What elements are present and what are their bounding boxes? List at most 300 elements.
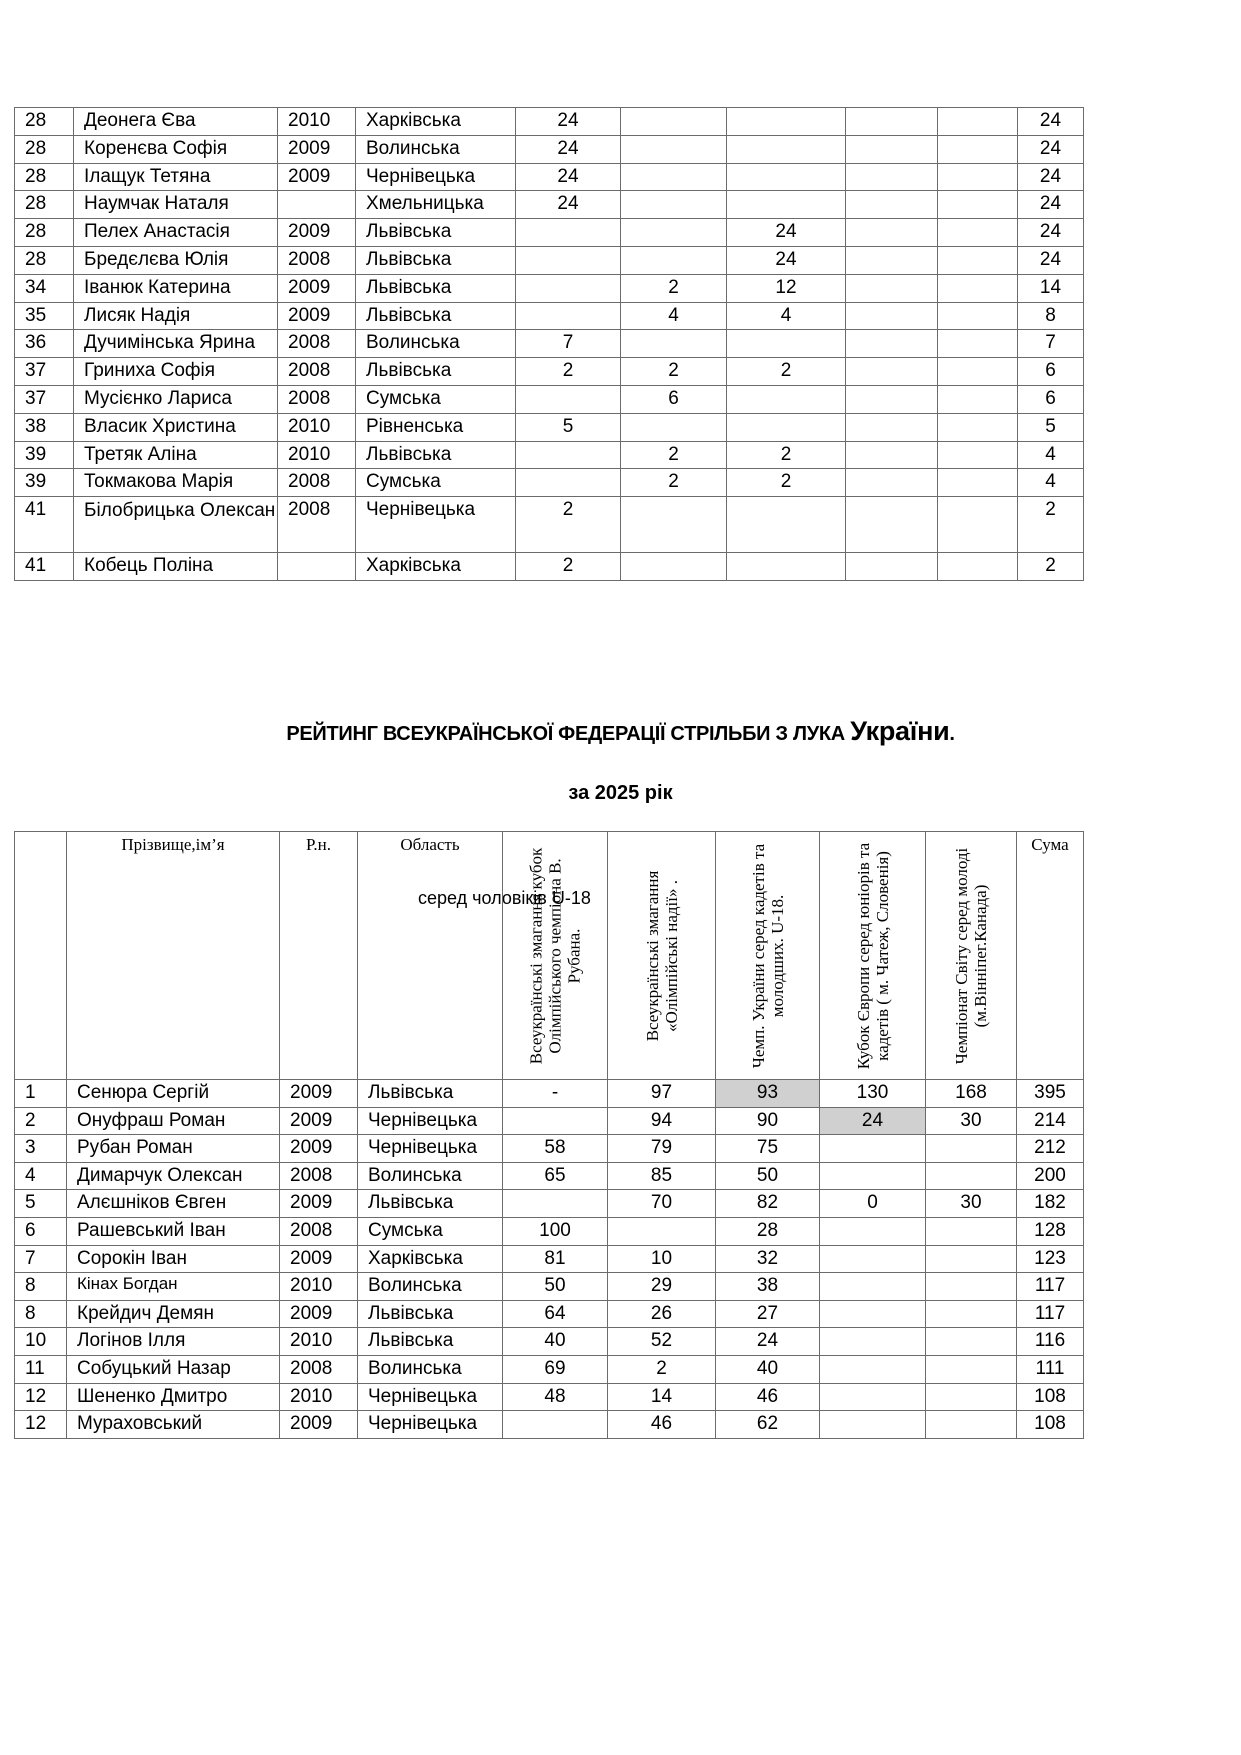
cell-sum: 117 xyxy=(1017,1300,1084,1328)
cell-c3 xyxy=(727,413,846,441)
cell-region: Львівська xyxy=(356,274,516,302)
cell-c4 xyxy=(846,246,938,274)
cell-name: Бредєлєва Юлія xyxy=(74,246,278,274)
cell-c2 xyxy=(621,219,727,247)
cell-sum: 123 xyxy=(1017,1245,1084,1273)
cell-c2: 26 xyxy=(608,1300,716,1328)
cell-year: 2009 xyxy=(280,1107,358,1135)
cell-region: Харківська xyxy=(356,553,516,581)
cell-c5 xyxy=(938,274,1018,302)
cell-name: Алєшніков Євген xyxy=(67,1190,280,1218)
cell-sum: 8 xyxy=(1018,302,1084,330)
men-u18-rating-table xyxy=(14,831,1084,1439)
cell-c2 xyxy=(621,108,727,136)
table-row xyxy=(15,1300,1084,1328)
header-region: Область xyxy=(358,832,503,1080)
table-row xyxy=(15,246,1084,274)
cell-region: Волинська xyxy=(356,330,516,358)
page-subtitle: за 2025 рік xyxy=(568,782,673,804)
cell-c2: 14 xyxy=(608,1383,716,1411)
cell-c5 xyxy=(938,553,1018,581)
cell-name: Онуфраш Роман xyxy=(67,1107,280,1135)
cell-sum: 111 xyxy=(1017,1355,1084,1383)
cell-place: 12 xyxy=(15,1383,67,1411)
cell-c1: 24 xyxy=(516,163,621,191)
cell-sum: 108 xyxy=(1017,1411,1084,1439)
cell-c3: 93 xyxy=(716,1080,820,1108)
cell-place: 8 xyxy=(15,1273,67,1301)
cell-c4 xyxy=(820,1135,926,1163)
cell-c1: 100 xyxy=(503,1217,608,1245)
cell-c1: 50 xyxy=(503,1273,608,1301)
cell-region: Чернівецька xyxy=(358,1107,503,1135)
cell-c2: 52 xyxy=(608,1328,716,1356)
cell-c3 xyxy=(727,385,846,413)
cell-c3: 90 xyxy=(716,1107,820,1135)
cell-c2 xyxy=(608,1217,716,1245)
cell-place: 28 xyxy=(15,191,74,219)
cell-c4 xyxy=(820,1383,926,1411)
cell-c3 xyxy=(727,330,846,358)
cell-c3: 40 xyxy=(716,1355,820,1383)
cell-c1 xyxy=(503,1411,608,1439)
cell-year: 2009 xyxy=(280,1190,358,1218)
cell-c2: 46 xyxy=(608,1411,716,1439)
cell-sum: 14 xyxy=(1018,274,1084,302)
cell-place: 4 xyxy=(15,1162,67,1190)
cell-c2: 70 xyxy=(608,1190,716,1218)
table-row xyxy=(15,191,1084,219)
cell-sum: 108 xyxy=(1017,1383,1084,1411)
women-rating-table-continued xyxy=(14,107,1084,581)
cell-name: Іванюк Катерина xyxy=(74,274,278,302)
header-place xyxy=(15,832,67,1080)
cell-year: 2008 xyxy=(280,1217,358,1245)
cell-name: Третяк Аліна xyxy=(74,441,278,469)
cell-c1 xyxy=(516,219,621,247)
cell-c5 xyxy=(926,1411,1017,1439)
cell-c4: 24 xyxy=(820,1107,926,1135)
cell-place: 28 xyxy=(15,219,74,247)
cell-place: 1 xyxy=(15,1080,67,1108)
cell-place: 6 xyxy=(15,1217,67,1245)
cell-c4 xyxy=(846,274,938,302)
cell-c5 xyxy=(926,1245,1017,1273)
cell-c5 xyxy=(938,246,1018,274)
cell-year: 2008 xyxy=(278,358,356,386)
cell-c3: 12 xyxy=(727,274,846,302)
cell-place: 10 xyxy=(15,1328,67,1356)
cell-name: Кобець Поліна xyxy=(74,553,278,581)
cell-sum: 4 xyxy=(1018,441,1084,469)
cell-c4 xyxy=(820,1355,926,1383)
cell-name: Крейдич Демян xyxy=(67,1300,280,1328)
cell-place: 28 xyxy=(15,135,74,163)
cell-c4 xyxy=(820,1273,926,1301)
cell-name: Кінах Богдан xyxy=(67,1273,280,1301)
cell-c4 xyxy=(846,108,938,136)
cell-c3: 46 xyxy=(716,1383,820,1411)
cell-year: 2008 xyxy=(278,246,356,274)
cell-c4 xyxy=(846,163,938,191)
cell-c3: 2 xyxy=(727,441,846,469)
header-competition-2 xyxy=(608,832,716,1080)
cell-sum: 5 xyxy=(1018,413,1084,441)
cell-region: Волинська xyxy=(358,1162,503,1190)
cell-c4: 130 xyxy=(820,1080,926,1108)
cell-name: Шененко Дмитро xyxy=(67,1383,280,1411)
cell-year: 2010 xyxy=(280,1383,358,1411)
cell-c3 xyxy=(727,108,846,136)
cell-sum: 24 xyxy=(1018,219,1084,247)
cell-place: 28 xyxy=(15,108,74,136)
cell-c5 xyxy=(926,1355,1017,1383)
header-competition-5-text: Чемпіонат Світу серед молоді (м.Вінніпег.Канада) xyxy=(952,847,990,1064)
table-row xyxy=(15,553,1084,581)
cell-c2: 2 xyxy=(621,469,727,497)
cell-c2: 2 xyxy=(621,441,727,469)
cell-c3 xyxy=(727,497,846,553)
table-row xyxy=(15,1190,1084,1218)
cell-region: Волинська xyxy=(358,1355,503,1383)
header-competition-4-text: Кубок Європи серед юніорів та кадетів ( м. Чатеж, Словенія) xyxy=(853,842,892,1069)
cell-c5 xyxy=(938,219,1018,247)
table-row xyxy=(15,219,1084,247)
cell-c5 xyxy=(938,191,1018,219)
cell-c5: 30 xyxy=(926,1190,1017,1218)
cell-c4 xyxy=(820,1411,926,1439)
cell-region: Львівська xyxy=(356,302,516,330)
table-row xyxy=(15,108,1084,136)
cell-c5 xyxy=(926,1328,1017,1356)
cell-c4 xyxy=(846,413,938,441)
table-row xyxy=(15,441,1084,469)
cell-c3 xyxy=(727,553,846,581)
cell-year xyxy=(278,191,356,219)
cell-c2: 2 xyxy=(608,1355,716,1383)
cell-c4 xyxy=(846,219,938,247)
cell-sum: 200 xyxy=(1017,1162,1084,1190)
cell-name: Сенюра Сергій xyxy=(67,1080,280,1108)
cell-c1: 65 xyxy=(503,1162,608,1190)
cell-c1: 69 xyxy=(503,1355,608,1383)
cell-c5 xyxy=(938,135,1018,163)
cell-c5 xyxy=(926,1217,1017,1245)
cell-c2 xyxy=(621,330,727,358)
cell-c4 xyxy=(820,1328,926,1356)
cell-c2: 6 xyxy=(621,385,727,413)
cell-sum: 395 xyxy=(1017,1080,1084,1108)
cell-region: Львівська xyxy=(356,219,516,247)
cell-name: Мураховський xyxy=(67,1411,280,1439)
cell-c2: 2 xyxy=(621,358,727,386)
cell-c4 xyxy=(846,135,938,163)
table-row xyxy=(15,469,1084,497)
header-row xyxy=(15,832,1084,1080)
cell-c3: 24 xyxy=(727,219,846,247)
title-country: України xyxy=(850,716,950,746)
header-sum: Сума xyxy=(1017,832,1084,1080)
cell-c4 xyxy=(820,1217,926,1245)
cell-c1 xyxy=(516,469,621,497)
cell-c5 xyxy=(938,441,1018,469)
cell-year: 2008 xyxy=(278,385,356,413)
cell-region: Чернівецька xyxy=(358,1411,503,1439)
cell-name: Сорокін Іван xyxy=(67,1245,280,1273)
cell-c2 xyxy=(621,135,727,163)
cell-c1: 2 xyxy=(516,553,621,581)
cell-c5 xyxy=(926,1162,1017,1190)
cell-c3: 50 xyxy=(716,1162,820,1190)
cell-sum: 116 xyxy=(1017,1328,1084,1356)
cell-region: Львівська xyxy=(356,441,516,469)
cell-year: 2008 xyxy=(278,330,356,358)
table-row xyxy=(15,358,1084,386)
cell-c4 xyxy=(846,385,938,413)
cell-c2: 29 xyxy=(608,1273,716,1301)
cell-c3: 24 xyxy=(716,1328,820,1356)
cell-c3 xyxy=(727,163,846,191)
cell-place: 11 xyxy=(15,1355,67,1383)
cell-region: Чернівецька xyxy=(358,1135,503,1163)
cell-c2: 4 xyxy=(621,302,727,330)
cell-c2 xyxy=(621,497,727,553)
header-name: Прізвище,ім’я xyxy=(67,832,280,1080)
cell-year: 2009 xyxy=(278,135,356,163)
cell-place: 28 xyxy=(15,163,74,191)
cell-c3 xyxy=(727,135,846,163)
cell-year: 2010 xyxy=(278,413,356,441)
cell-name: Логінов Ілля xyxy=(67,1328,280,1356)
cell-c1: 58 xyxy=(503,1135,608,1163)
table-row xyxy=(15,1383,1084,1411)
cell-c5 xyxy=(938,385,1018,413)
cell-c2: 94 xyxy=(608,1107,716,1135)
cell-c5 xyxy=(926,1273,1017,1301)
cell-c2 xyxy=(621,553,727,581)
cell-sum: 2 xyxy=(1018,497,1084,553)
cell-year: 2009 xyxy=(280,1245,358,1273)
cell-region: Львівська xyxy=(358,1328,503,1356)
cell-region: Львівська xyxy=(356,358,516,386)
header-competition-5 xyxy=(926,832,1017,1080)
cell-year: 2009 xyxy=(280,1135,358,1163)
cell-c3: 27 xyxy=(716,1300,820,1328)
cell-year: 2009 xyxy=(278,302,356,330)
cell-sum: 117 xyxy=(1017,1273,1084,1301)
cell-region: Харківська xyxy=(358,1245,503,1273)
cell-c5 xyxy=(938,302,1018,330)
cell-c1 xyxy=(503,1190,608,1218)
table-row xyxy=(15,1273,1084,1301)
cell-c1: 5 xyxy=(516,413,621,441)
cell-place: 39 xyxy=(15,441,74,469)
cell-c3: 62 xyxy=(716,1411,820,1439)
table-row xyxy=(15,1080,1084,1108)
cell-sum: 24 xyxy=(1018,108,1084,136)
cell-name: Наумчак Наталя xyxy=(74,191,278,219)
cell-place: 5 xyxy=(15,1190,67,1218)
cell-c2: 10 xyxy=(608,1245,716,1273)
cell-c5 xyxy=(938,330,1018,358)
table-row xyxy=(15,413,1084,441)
cell-region: Чернівецька xyxy=(356,497,516,553)
cell-c1: 81 xyxy=(503,1245,608,1273)
cell-year: 2008 xyxy=(278,497,356,553)
cell-region: Львівська xyxy=(358,1300,503,1328)
cell-year: 2009 xyxy=(280,1080,358,1108)
cell-c1: 48 xyxy=(503,1383,608,1411)
cell-year: 2009 xyxy=(280,1411,358,1439)
cell-c2: 85 xyxy=(608,1162,716,1190)
cell-year: 2008 xyxy=(278,469,356,497)
table-row xyxy=(15,497,1084,553)
cell-name: Ілащук Тетяна xyxy=(74,163,278,191)
cell-c3: 2 xyxy=(727,358,846,386)
cell-place: 28 xyxy=(15,246,74,274)
cell-sum: 2 xyxy=(1018,553,1084,581)
cell-sum: 24 xyxy=(1018,246,1084,274)
cell-region: Львівська xyxy=(356,246,516,274)
cell-c3: 24 xyxy=(727,246,846,274)
header-competition-3 xyxy=(716,832,820,1080)
men-table-body xyxy=(15,1080,1084,1439)
cell-c2: 79 xyxy=(608,1135,716,1163)
cell-sum: 24 xyxy=(1018,163,1084,191)
cell-name: Собуцький Назар xyxy=(67,1355,280,1383)
header-year: Р.н. xyxy=(280,832,358,1080)
cell-name: Мусієнко Лариса xyxy=(74,385,278,413)
cell-place: 35 xyxy=(15,302,74,330)
cell-c3 xyxy=(727,191,846,219)
cell-name: Білобрицька Олексан xyxy=(74,497,278,553)
cell-region: Сумська xyxy=(356,469,516,497)
cell-c4 xyxy=(846,302,938,330)
cell-c5 xyxy=(938,497,1018,553)
cell-region: Львівська xyxy=(358,1080,503,1108)
cell-name: Пелех Анастасія xyxy=(74,219,278,247)
cell-region: Львівська xyxy=(358,1190,503,1218)
cell-region: Рівненська xyxy=(356,413,516,441)
cell-year: 2010 xyxy=(280,1273,358,1301)
cell-place: 39 xyxy=(15,469,74,497)
cell-name: Дучимінська Ярина xyxy=(74,330,278,358)
cell-sum: 6 xyxy=(1018,358,1084,386)
cell-sum: 6 xyxy=(1018,385,1084,413)
cell-region: Сумська xyxy=(356,385,516,413)
cell-region: Сумська xyxy=(358,1217,503,1245)
cell-c1: 24 xyxy=(516,191,621,219)
cell-year xyxy=(278,553,356,581)
table-row xyxy=(15,1107,1084,1135)
cell-region: Харківська xyxy=(356,108,516,136)
cell-c1 xyxy=(516,274,621,302)
cell-c2 xyxy=(621,163,727,191)
cell-place: 36 xyxy=(15,330,74,358)
title-main: РЕЙТИНГ ВСЕУКРАЇНСЬКОЇ ФЕДЕРАЦІЇ СТРІЛЬБИ З ЛУКА xyxy=(286,723,851,745)
cell-c1: 24 xyxy=(516,135,621,163)
cell-c4 xyxy=(846,441,938,469)
cell-place: 38 xyxy=(15,413,74,441)
cell-region: Волинська xyxy=(358,1273,503,1301)
table-row xyxy=(15,1217,1084,1245)
cell-c1 xyxy=(516,302,621,330)
cell-c4 xyxy=(820,1245,926,1273)
cell-c5 xyxy=(926,1300,1017,1328)
cell-place: 2 xyxy=(15,1107,67,1135)
cell-name: Власик Христина xyxy=(74,413,278,441)
cell-c2: 97 xyxy=(608,1080,716,1108)
cell-c5 xyxy=(938,469,1018,497)
cell-year: 2010 xyxy=(278,441,356,469)
header-competition-2-text: Всеукраїнські змагання «Олімпійські надії» . xyxy=(642,870,681,1041)
cell-c4: 0 xyxy=(820,1190,926,1218)
cell-place: 37 xyxy=(15,358,74,386)
cell-c1 xyxy=(516,246,621,274)
header-competition-1-text: Всеукраїнські змагання кубок Олімпійського чемпіона В. Рубана. xyxy=(526,847,584,1064)
cell-place: 8 xyxy=(15,1300,67,1328)
cell-c5 xyxy=(926,1135,1017,1163)
cell-year: 2009 xyxy=(278,219,356,247)
cell-place: 34 xyxy=(15,274,74,302)
table-row xyxy=(15,1328,1084,1356)
cell-c5 xyxy=(938,163,1018,191)
cell-sum: 128 xyxy=(1017,1217,1084,1245)
cell-c4 xyxy=(846,358,938,386)
table-row xyxy=(15,385,1084,413)
cell-sum: 182 xyxy=(1017,1190,1084,1218)
cell-region: Волинська xyxy=(356,135,516,163)
cell-c2: 2 xyxy=(621,274,727,302)
cell-year: 2010 xyxy=(280,1328,358,1356)
cell-year: 2008 xyxy=(280,1162,358,1190)
cell-name: Рашевський Іван xyxy=(67,1217,280,1245)
cell-sum: 24 xyxy=(1018,191,1084,219)
cell-c2 xyxy=(621,246,727,274)
table-row xyxy=(15,302,1084,330)
cell-c1: 7 xyxy=(516,330,621,358)
table-row xyxy=(15,1245,1084,1273)
cell-c3: 75 xyxy=(716,1135,820,1163)
women-table-body xyxy=(15,108,1084,581)
cell-c4 xyxy=(820,1162,926,1190)
cell-name: Гриниха Софія xyxy=(74,358,278,386)
cell-place: 37 xyxy=(15,385,74,413)
page-title xyxy=(0,716,1241,747)
cell-place: 41 xyxy=(15,553,74,581)
cell-c1 xyxy=(516,385,621,413)
cell-c4 xyxy=(846,553,938,581)
cell-name: Рубан Роман xyxy=(67,1135,280,1163)
cell-c3: 82 xyxy=(716,1190,820,1218)
cell-place: 41 xyxy=(15,497,74,553)
cell-year: 2009 xyxy=(278,163,356,191)
cell-c1: 2 xyxy=(516,497,621,553)
cell-c5: 30 xyxy=(926,1107,1017,1135)
cell-c3: 4 xyxy=(727,302,846,330)
cell-year: 2008 xyxy=(280,1355,358,1383)
cell-region: Хмельницька xyxy=(356,191,516,219)
cell-c1: 64 xyxy=(503,1300,608,1328)
cell-c2 xyxy=(621,191,727,219)
cell-place: 7 xyxy=(15,1245,67,1273)
cell-sum: 7 xyxy=(1018,330,1084,358)
cell-sum: 24 xyxy=(1018,135,1084,163)
cell-c1 xyxy=(503,1107,608,1135)
table-row xyxy=(15,1355,1084,1383)
cell-c4 xyxy=(846,469,938,497)
cell-c1: - xyxy=(503,1080,608,1108)
